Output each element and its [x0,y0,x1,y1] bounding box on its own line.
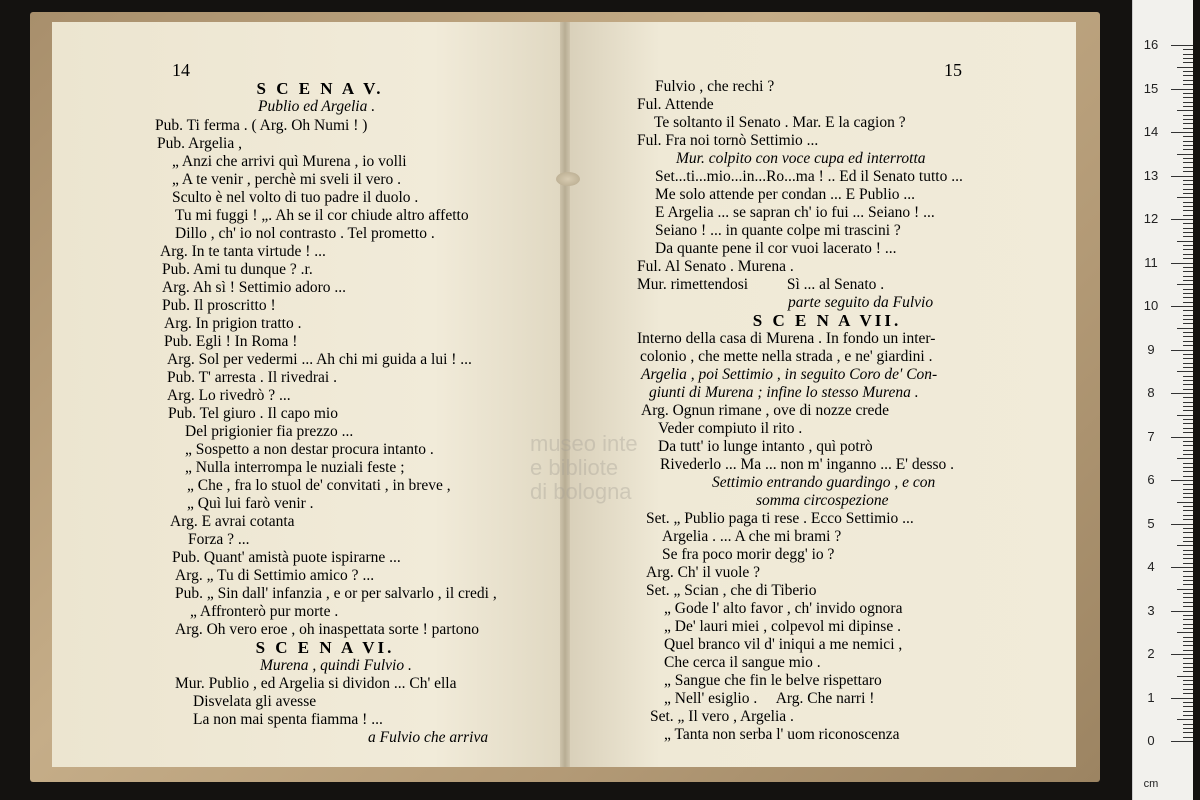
ruler-tick [1183,528,1193,529]
ruler-tick [1183,728,1193,729]
text-line: „ Sospetto a non destar procura intanto . [185,441,434,458]
ruler-tick [1183,737,1193,738]
ruler-tick [1183,658,1193,659]
ruler-tick [1183,445,1193,446]
ruler-tick [1183,80,1193,81]
ruler-tick [1177,676,1193,677]
watermark-line: e bibliote [530,455,619,480]
ruler-tick [1183,593,1193,594]
text-line: Arg. In prigion tratto . [164,315,302,332]
ruler-tick [1183,336,1193,337]
binding-thread [556,172,580,186]
text-line: Rivederlo ... Ma ... non m' inganno ... E' desso . [660,456,955,473]
ruler-tick [1183,693,1193,694]
ruler-tick [1183,145,1193,146]
ruler-tick [1183,667,1193,668]
ruler-tick [1183,550,1193,551]
ruler-tick [1183,162,1193,163]
ruler-tick [1177,502,1193,503]
ruler-tick [1177,197,1193,198]
text-line: La non mai spenta fiamma ! ... [193,711,383,728]
ruler-tick [1171,132,1193,133]
text-line: „ Affronterò pur morte . [190,603,339,620]
ruler-number: 11 [1144,254,1158,270]
text-line: Del prigionier fia prezzo ... [185,423,354,440]
stage-direction: Mur. colpito con voce cupa ed interrotta [676,150,926,167]
ruler-tick [1183,297,1193,298]
ruler-tick [1183,189,1193,190]
stage-direction: a Fulvio che arriva [368,729,489,746]
ruler-tick [1171,741,1193,742]
ruler-tick [1183,358,1193,359]
ruler-tick [1183,258,1193,259]
ruler-number: 13 [1143,167,1159,183]
ruler-tick [1183,206,1193,207]
ruler-tick [1177,458,1193,459]
ruler-tick [1183,732,1193,733]
text-line: Sculto è nel volto di tuo padre il duolo . [172,189,419,206]
stage-direction: Murena , quindi Fulvio . [260,657,412,674]
text-line: Arg. In te tanta virtude ! ... [160,243,326,260]
ruler-number: 8 [1147,385,1155,400]
ruler-number: 6 [1147,472,1155,487]
ruler-number: 1 [1147,689,1155,705]
ruler-tick [1171,480,1193,481]
ruler-tick [1183,49,1193,50]
text-line: „ Nulla interrompa le nuziali feste ; [185,459,405,476]
ruler-tick [1183,419,1193,420]
ruler-tick [1183,310,1193,311]
ruler-tick [1171,567,1193,568]
ruler-tick [1183,341,1193,342]
ruler-tick [1183,123,1193,124]
text-line: Arg. Sol per vedermi ... Ah chi mi guida a lui ! ... [167,351,472,368]
ruler-tick [1183,558,1193,559]
watermark-line: di bologna [530,479,632,504]
ruler-tick [1177,284,1193,285]
text-line: Arg. Ch' il vuole ? [646,564,761,581]
ruler-tick [1183,323,1193,324]
text-line: Pub. Argelia , [157,135,242,152]
text-line: „ Sangue che fin le belve rispettaro [664,672,882,689]
ruler-tick [1183,641,1193,642]
ruler-tick [1183,223,1193,224]
ruler-tick [1183,671,1193,672]
ruler-tick [1183,315,1193,316]
ruler-tick [1183,724,1193,725]
ruler-tick [1171,219,1193,220]
ruler-tick [1183,624,1193,625]
ruler-tick [1171,263,1193,264]
scene-heading: S C E N A VI. [255,638,395,657]
ruler-tick [1183,210,1193,211]
text-line: Dillo , ch' io nol contrasto . Tel prometto . [175,225,435,242]
ruler-tick [1183,689,1193,690]
stage-direction: parte seguito da Fulvio [788,294,934,311]
ruler-tick [1177,371,1193,372]
ruler-tick [1183,180,1193,181]
ruler-number: 10 [1143,298,1159,313]
museum-watermark [530,432,638,504]
ruler-tick [1183,493,1193,494]
stage-direction: giunti di Murena ; infine lo stesso Murena . [649,384,919,401]
ruler-tick [1183,141,1193,142]
stage-direction: Publio ed Argelia . [258,98,376,115]
ruler-tick [1183,289,1193,290]
ruler-number: 0 [1147,733,1155,748]
ruler-tick [1183,354,1193,355]
text-line: „ De' lauri miei , colpevol mi dipinse . [664,618,901,635]
ruler-tick [1183,363,1193,364]
ruler-tick [1183,554,1193,555]
ruler-tick [1183,102,1193,103]
ruler-tick [1183,232,1193,233]
ruler-tick [1183,332,1193,333]
text-line: Ful. Al Senato . Murena . [637,258,794,275]
text-line: Da tutt' io lunge intanto , quì potrò [658,438,873,455]
text-line: Arg. Lo rivedrò ? ... [167,387,291,404]
ruler-tick [1183,71,1193,72]
ruler-tick [1171,176,1193,177]
ruler-tick [1183,245,1193,246]
ruler-tick [1183,171,1193,172]
ruler-tick [1183,54,1193,55]
right-page-number: 15 [944,60,962,80]
text-line: „ Quì lui farò venir . [187,495,314,512]
ruler-tick [1171,45,1193,46]
text-line: Fulvio , che rechi ? [655,78,775,95]
text-line: Pub. Ami tu dunque ? .r. [162,261,313,278]
ruler-tick [1183,136,1193,137]
ruler-tick [1183,467,1193,468]
ruler-tick [1183,476,1193,477]
ruler-tick [1183,519,1193,520]
text-line: Forza ? ... [188,531,250,548]
ruler-tick [1183,271,1193,272]
ruler-tick [1183,410,1193,411]
text-line: Arg. Ognun rimane , ove di nozze crede [641,402,890,419]
text-line: Veder compiuto il rito . [658,420,803,437]
ruler-tick [1177,154,1193,155]
ruler-number: 12 [1143,211,1159,226]
text-line: Pub. T' arresta . Il rivedrai . [167,369,337,386]
text-line: Pub. Egli ! In Roma ! [164,333,298,350]
ruler-tick [1177,719,1193,720]
text-line: Pub. „ Sin dall' infanzia , e or per salvarlo , il credi , [175,585,497,602]
text-line: Mur. Publio , ed Argelia si dividon ... Ch' ella [175,675,457,692]
ruler-tick [1183,497,1193,498]
ruler-tick [1183,645,1193,646]
text-line: Argelia . ... A che mi brami ? [662,528,842,545]
ruler-tick [1183,584,1193,585]
ruler-tick [1183,149,1193,150]
ruler-tick [1183,397,1193,398]
ruler-tick [1171,350,1193,351]
ruler-tick [1183,471,1193,472]
ruler-tick [1183,280,1193,281]
ruler-tick [1183,202,1193,203]
text-line: Arg. Oh vero eroe , oh inaspettata sorte ! partono [175,621,480,638]
ruler-tick [1183,345,1193,346]
ruler-tick [1183,563,1193,564]
ruler-tick [1183,167,1193,168]
ruler-tick [1177,545,1193,546]
ruler-tick [1183,93,1193,94]
text-line: Pub. Ti ferma . ( Arg. Oh Numi ! ) [155,117,368,134]
ruler-tick [1183,428,1193,429]
ruler-tick [1177,67,1193,68]
ruler-tick [1183,193,1193,194]
ruler-tick [1183,506,1193,507]
ruler-tick [1183,463,1193,464]
text-line: Pub. Tel giuro . Il capo mio [168,405,338,422]
ruler-tick [1183,684,1193,685]
ruler-tick [1183,402,1193,403]
text-line: Arg. E avrai cotanta [170,513,295,530]
ruler-tick [1183,158,1193,159]
ruler-tick [1177,110,1193,111]
ruler-tick [1171,89,1193,90]
ruler-tick [1183,58,1193,59]
text-line: Disvelata gli avesse [193,693,317,710]
ruler-tick [1183,615,1193,616]
text-line: Set...ti...mio...in...Ro...ma ! .. Ed il Senato tutto ... [655,168,963,185]
stage-direction: Settimio entrando guardingo , e con [712,474,936,491]
ruler-tick [1183,515,1193,516]
text-line: Pub. Quant' amistà puote ispirarne ... [172,549,401,566]
text-line: E Argelia ... se sapran ch' io fui ... Seiano ! ... [655,204,935,221]
ruler-tick [1171,437,1193,438]
ruler-tick [1183,319,1193,320]
ruler-tick [1183,106,1193,107]
ruler-tick [1183,254,1193,255]
ruler-tick [1183,597,1193,598]
text-line: Interno della casa di Murena . In fondo un inter- [637,330,936,347]
ruler-tick [1183,432,1193,433]
ruler-tick [1183,115,1193,116]
ruler-number: 16 [1143,37,1159,52]
text-line: Te soltanto il Senato . Mar. E la cagion ? [654,114,906,131]
text-line: Set. „ Il vero , Argelia . [650,708,794,725]
text-line: Set. „ Publio paga ti rese . Ecco Settimio ... [646,510,914,527]
ruler-tick [1183,119,1193,120]
ruler-tick [1183,450,1193,451]
measuring-ruler [1132,0,1193,800]
ruler-tick [1183,576,1193,577]
watermark-line: museo inte [530,431,638,456]
ruler-tick [1177,328,1193,329]
text-line: Arg. „ Tu di Settimio amico ? ... [175,567,375,584]
text-line: Mur. rimettendosi Sì ... al Senato . [637,276,885,293]
ruler-tick [1171,654,1193,655]
ruler-tick [1183,267,1193,268]
ruler-tick [1183,75,1193,76]
ruler-tick [1183,380,1193,381]
text-line: Pub. Il proscritto ! [162,297,276,314]
ruler-tick [1183,441,1193,442]
text-line: Ful. Attende [637,96,714,113]
left-page-number: 14 [172,60,190,80]
ruler-tick [1183,484,1193,485]
ruler-tick [1183,715,1193,716]
ruler-tick [1183,602,1193,603]
text-line: Se fra poco morir degg' io ? [662,546,835,563]
ruler-tick [1183,276,1193,277]
ruler-tick [1171,698,1193,699]
ruler-tick [1183,702,1193,703]
ruler-tick [1183,510,1193,511]
text-line: Da quante pene il cor vuoi lacerato ! ... [655,240,897,257]
ruler-tick [1183,236,1193,237]
ruler-tick [1177,632,1193,633]
ruler-tick [1183,367,1193,368]
stage-direction: somma circospezione [756,492,889,509]
ruler-tick [1183,423,1193,424]
ruler-tick [1183,128,1193,129]
ruler-tick [1183,293,1193,294]
ruler-tick [1183,376,1193,377]
ruler-number: 3 [1147,602,1155,618]
ruler-number: 4 [1147,559,1155,574]
ruler-tick [1183,580,1193,581]
ruler-tick [1183,406,1193,407]
ruler-tick [1183,571,1193,572]
scene-heading: S C E N A V. [256,79,384,98]
ruler-tick [1177,415,1193,416]
ruler-tick [1183,97,1193,98]
stage-direction: Argelia , poi Settimio , in seguito Coro de' Con- [641,366,938,383]
ruler-number: 15 [1143,80,1159,96]
text-line: Ful. Fra noi tornò Settimio ... [637,132,819,149]
ruler-tick [1183,706,1193,707]
ruler-tick [1183,302,1193,303]
ruler-tick [1183,389,1193,390]
text-line: Che cerca il sangue mio . [664,654,821,671]
text-line: „ Che , fra lo stuol de' convitati , in breve , [187,477,451,494]
ruler-tick [1171,393,1193,394]
text-line: Seiano ! ... in quante colpe mi trascini ? [655,222,901,239]
ruler-tick [1171,611,1193,612]
ruler-tick [1183,680,1193,681]
ruler-tick [1183,650,1193,651]
ruler-tick [1183,454,1193,455]
ruler-tick [1183,537,1193,538]
ruler-tick [1171,524,1193,525]
book-gutter [560,22,570,767]
text-line: Quel branco vil d' iniqui a me nemici , [664,636,903,653]
ruler-tick [1183,489,1193,490]
ruler-number: 9 [1147,341,1155,357]
text-line: Set. „ Scian , che di Tiberio [646,582,817,599]
ruler-tick [1183,384,1193,385]
ruler-tick [1183,62,1193,63]
ruler-tick [1171,306,1193,307]
ruler-tick [1183,628,1193,629]
ruler-tick [1183,663,1193,664]
text-line: Arg. Ah sì ! Settimio adoro ... [162,279,346,296]
ruler-tick [1183,637,1193,638]
ruler-tick [1183,541,1193,542]
ruler-number: 5 [1147,515,1155,531]
ruler-tick [1183,184,1193,185]
ruler-tick [1183,532,1193,533]
text-line: „ Anzi che arrivi quì Murena , io volli [172,153,407,170]
text-line: Tu mi fuggi ! „. Ah se il cor chiude altro affetto [175,207,469,224]
ruler-tick [1177,589,1193,590]
ruler-tick [1177,241,1193,242]
ruler-unit: cm [1143,778,1159,790]
ruler-tick [1183,84,1193,85]
ruler-tick [1183,711,1193,712]
text-line: „ A te venir , perchè mi sveli il vero . [172,171,401,188]
scene-heading: S C E N A VII. [752,311,902,330]
text-line: colonio , che mette nella strada , e ne' giardini . [640,348,933,365]
ruler-number: 7 [1147,428,1155,444]
text-line: Me solo attende per condan ... E Publio ... [655,186,916,203]
ruler-tick [1183,619,1193,620]
text-line: „ Tanta non serba l' uom riconoscenza [664,726,900,743]
ruler-tick [1183,249,1193,250]
text-line: „ Nell' esiglio . Arg. Che narri ! [664,690,875,707]
ruler-tick [1183,606,1193,607]
ruler-number: 14 [1143,124,1159,139]
text-line: „ Gode l' alto favor , ch' invido ognora [664,600,903,617]
ruler-tick [1183,215,1193,216]
ruler-number: 2 [1147,646,1155,661]
ruler-tick [1183,228,1193,229]
